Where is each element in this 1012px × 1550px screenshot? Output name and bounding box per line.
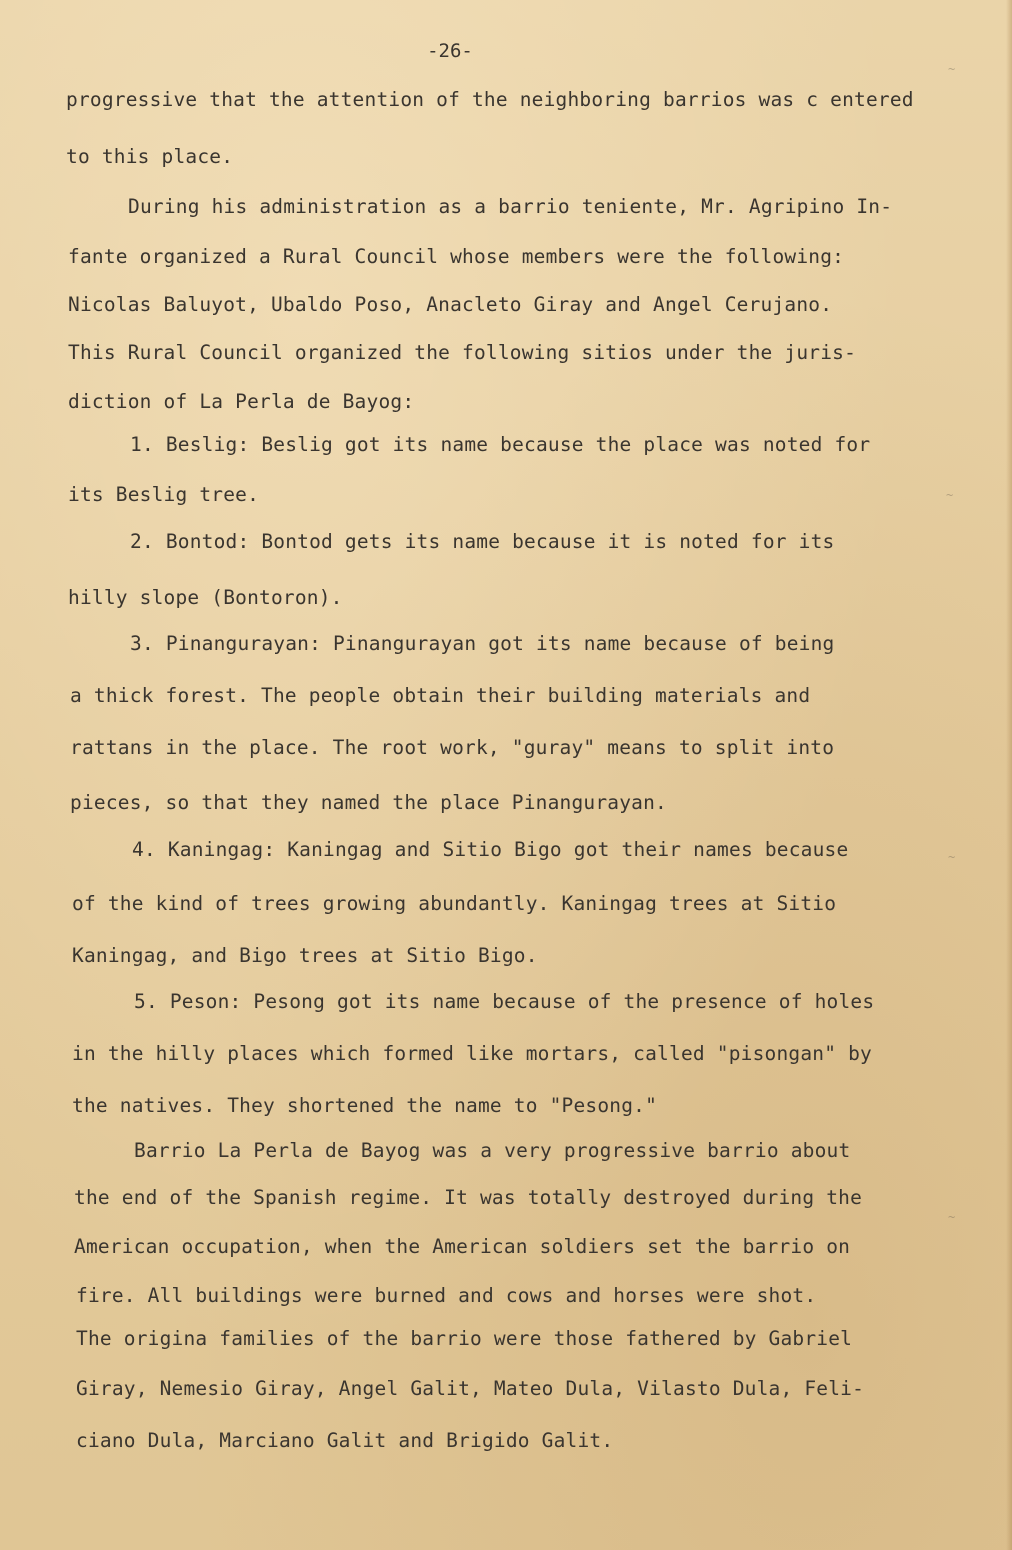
text-line: ciano Dula, Marciano Galit and Brigido Galit. — [76, 1429, 614, 1452]
text-line: During his administration as a barrio teniente, Mr. Agripino In- — [128, 195, 893, 218]
text-line: in the hilly places which formed like mortars, called "pisongan" by — [72, 1042, 872, 1065]
text-line: a thick forest. The people obtain their building materials and — [70, 684, 811, 707]
text-line: its Beslig tree. — [68, 483, 260, 506]
text-line: 3. Pinangurayan: Pinangurayan got its name because of being — [130, 632, 835, 655]
text-line: the end of the Spanish regime. It was totally destroyed during the — [74, 1186, 863, 1209]
text-line: diction of La Perla de Bayog: — [68, 390, 415, 413]
text-line: to this place. — [66, 145, 234, 168]
text-line: 2. Bontod: Bontod gets its name because it is noted for its — [130, 530, 835, 553]
text-line: hilly slope (Bontoron). — [68, 586, 343, 609]
text-line: American occupation, when the American soldiers set the barrio on — [74, 1235, 851, 1258]
text-line: progressive that the attention of the neighboring barrios was c entered — [66, 88, 914, 111]
text-line: of the kind of trees growing abundantly. Kaningag trees at Sitio — [72, 892, 837, 915]
text-line: the natives. They shortened the name to "Pesong." — [72, 1094, 658, 1117]
text-line: The origina families of the barrio were those fathered by Gabriel — [76, 1327, 853, 1350]
text-line: fire. All buildings were burned and cows and horses were shot. — [76, 1284, 817, 1307]
margin-smudge: ~ — [946, 488, 954, 502]
text-line: rattans in the place. The root work, "guray" means to split into — [70, 736, 835, 759]
text-line: Nicolas Baluyot, Ubaldo Poso, Anacleto Giray and Angel Cerujano. — [68, 293, 833, 316]
text-line: This Rural Council organized the following sitios under the juris- — [68, 341, 857, 364]
text-line: pieces, so that they named the place Pinangurayan. — [70, 791, 667, 814]
text-line: 1. Beslig: Beslig got its name because the place was noted for — [130, 433, 871, 456]
margin-smudge: ~ — [948, 62, 956, 76]
text-line: Giray, Nemesio Giray, Angel Galit, Mateo Dula, Vilasto Dula, Feli- — [76, 1377, 865, 1400]
page-edge-shadow — [1006, 0, 1012, 1550]
margin-smudge: ~ — [948, 850, 956, 864]
text-line: 5. Peson: Pesong got its name because of the presence of holes — [134, 990, 875, 1013]
text-line: fante organized a Rural Council whose members were the following: — [68, 245, 845, 268]
text-line: Barrio La Perla de Bayog was a very progressive barrio about — [134, 1139, 851, 1162]
margin-smudge: ~ — [948, 1210, 956, 1224]
page-number: -26- — [427, 40, 473, 62]
text-line: Kaningag, and Bigo trees at Sitio Bigo. — [72, 944, 538, 967]
text-line: 4. Kaningag: Kaningag and Sitio Bigo got their names because — [132, 838, 849, 861]
